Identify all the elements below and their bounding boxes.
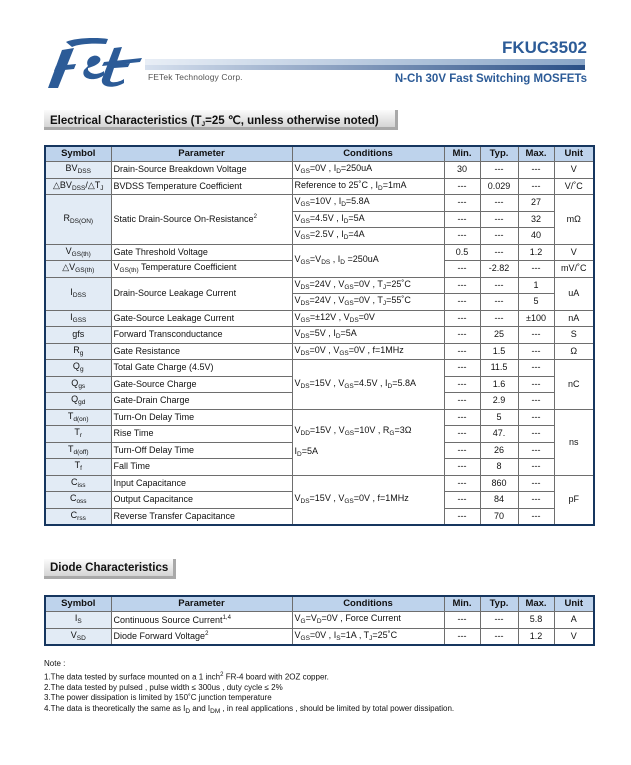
col-header: Unit	[554, 596, 594, 612]
conditions-cell: $V_{DD}=15V$ , $V_{GS}=10V$ , $R_G=3\Omega$ $I_D=5A$	[292, 409, 444, 475]
min-cell: ---	[444, 261, 480, 278]
unit-cell: nC	[554, 360, 594, 410]
conditions-cell: $V_{GS}=0V$ , $I_S=1A$ , $T_J=25˚C$	[292, 628, 444, 645]
max-cell: ---	[518, 162, 554, 179]
typ-cell: 1.5	[480, 343, 518, 360]
min-cell: ---	[444, 475, 480, 492]
typ-cell: 0.029	[480, 178, 518, 195]
min-cell: 0.5	[444, 244, 480, 261]
conditions-cell: $V_{GS}=0V$ , $I_D=250uA$	[292, 162, 444, 179]
symbol-cell: $I_{GSS}$	[45, 310, 111, 327]
min-cell: ---	[444, 426, 480, 443]
symbol-cell: $C_{iss}$	[45, 475, 111, 492]
conditions-cell: $V_{GS}=V_{DS}$ , $I_D =250uA$	[292, 244, 444, 277]
parameter-cell: Drain-Source Leakage Current	[111, 277, 292, 310]
unit-cell: S	[554, 327, 594, 344]
min-cell: ---	[444, 376, 480, 393]
min-cell: ---	[444, 442, 480, 459]
min-cell: ---	[444, 459, 480, 476]
max-cell: ---	[518, 376, 554, 393]
typ-cell: 860	[480, 475, 518, 492]
conditions-cell: $V_{DS}=24V$ , $V_{GS}=0V$ , $T_J=55˚C$	[292, 294, 444, 311]
col-header: Typ.	[480, 596, 518, 612]
max-cell: 40	[518, 228, 554, 245]
min-cell: ---	[444, 178, 480, 195]
table-row	[45, 409, 594, 426]
col-header: Typ.	[480, 146, 518, 162]
max-cell: 1.2	[518, 628, 554, 645]
typ-cell: 2.9	[480, 393, 518, 410]
min-cell: ---	[444, 294, 480, 311]
parameter-cell: Gate-Source Leakage Current	[111, 310, 292, 327]
symbol-cell: $\triangle V_{GS(th)}$	[45, 261, 111, 278]
parameter-cell: Input Capacitance	[111, 475, 292, 492]
col-header: Min.	[444, 146, 480, 162]
min-cell: ---	[444, 508, 480, 525]
table-row	[45, 327, 594, 344]
conditions-cell: $V_{GS}=10V$ , $I_D=5.8A$	[292, 195, 444, 212]
note-item: 4.The data is theoretically the same as $I_D$ and $I_{DM}$ , in real applications , should be limited by total power dissipation.	[44, 704, 455, 716]
max-cell: ±100	[518, 310, 554, 327]
max-cell: ---	[518, 327, 554, 344]
table-row	[45, 178, 594, 195]
typ-cell: ---	[480, 628, 518, 645]
col-header: Unit	[554, 146, 594, 162]
min-cell: ---	[444, 343, 480, 360]
header-bar-dark	[145, 65, 585, 70]
parameter-cell: Drain-Source Breakdown Voltage	[111, 162, 292, 179]
col-header: Conditions	[292, 596, 444, 612]
symbol-cell: $V_{GS(th)}$	[45, 244, 111, 261]
parameter-cell: $V_{GS(th)}$ Temperature Coefficient	[111, 261, 292, 278]
typ-cell: 8	[480, 459, 518, 476]
unit-cell: nA	[554, 310, 594, 327]
parameter-cell: Diode Forward Voltage$^2$	[111, 628, 292, 645]
typ-cell: 26	[480, 442, 518, 459]
symbol-cell: $Q_{gs}$	[45, 376, 111, 393]
typ-cell: ---	[480, 244, 518, 261]
typ-cell: ---	[480, 162, 518, 179]
table-row	[45, 343, 594, 360]
min-cell: ---	[444, 195, 480, 212]
max-cell: 1.2	[518, 244, 554, 261]
max-cell: ---	[518, 508, 554, 525]
unit-cell: Ω	[554, 343, 594, 360]
table-row	[45, 162, 594, 179]
conditions-cell: $V_{GS}=\pm 12V$ , $V_{DS}=0V$	[292, 310, 444, 327]
fetek-logo	[44, 36, 144, 90]
parameter-cell: Continuous Source Current$^{1,4}$	[111, 612, 292, 629]
typ-cell: 84	[480, 492, 518, 509]
table-row	[45, 277, 594, 294]
min-cell: ---	[444, 360, 480, 377]
product-subtitle: N-Ch 30V Fast Switching MOSFETs	[394, 73, 587, 85]
table-header-row	[45, 596, 594, 612]
max-cell: ---	[518, 459, 554, 476]
diode-characteristics-heading: Diode Characteristics	[44, 559, 176, 579]
min-cell: ---	[444, 492, 480, 509]
parameter-cell: Total Gate Charge (4.5V)	[111, 360, 292, 377]
col-header: Conditions	[292, 146, 444, 162]
max-cell: ---	[518, 442, 554, 459]
symbol-cell: $T_{d(on)}$	[45, 409, 111, 426]
typ-cell: 25	[480, 327, 518, 344]
col-header: Symbol	[45, 146, 111, 162]
max-cell: 5.8	[518, 612, 554, 629]
symbol-cell: $I_{DSS}$	[45, 277, 111, 310]
symbol-cell: $Q_g$	[45, 360, 111, 377]
min-cell: ---	[444, 310, 480, 327]
table-header-row	[45, 146, 594, 162]
typ-cell: ---	[480, 277, 518, 294]
table-row	[45, 360, 594, 377]
typ-cell: 70	[480, 508, 518, 525]
notes	[44, 659, 454, 718]
max-cell: ---	[518, 475, 554, 492]
fetek-logo-graphic	[44, 36, 144, 90]
table-row	[45, 310, 594, 327]
symbol-cell: $C_{rss}$	[45, 508, 111, 525]
min-cell: ---	[444, 628, 480, 645]
typ-cell: ---	[480, 612, 518, 629]
parameter-cell: Gate Threshold Voltage	[111, 244, 292, 261]
typ-cell: -2.82	[480, 261, 518, 278]
parameter-cell: Turn-Off Delay Time	[111, 442, 292, 459]
col-header: Symbol	[45, 596, 111, 612]
max-cell: ---	[518, 492, 554, 509]
min-cell: ---	[444, 409, 480, 426]
parameter-cell: Gate-Drain Charge	[111, 393, 292, 410]
max-cell: 5	[518, 294, 554, 311]
unit-cell: V	[554, 628, 594, 645]
typ-cell: ---	[480, 228, 518, 245]
symbol-cell: $T_f$	[45, 459, 111, 476]
table-row	[45, 244, 594, 261]
conditions-cell: $V_G=V_D=0V$ , Force Current	[292, 612, 444, 629]
typ-cell: 11.5	[480, 360, 518, 377]
unit-cell: V	[554, 162, 594, 179]
diode-characteristics-table	[44, 595, 595, 646]
parameter-cell: Reverse Transfer Capacitance	[111, 508, 292, 525]
symbol-cell: $T_r$	[45, 426, 111, 443]
table-row	[45, 612, 594, 629]
parameter-cell: Gate-Source Charge	[111, 376, 292, 393]
unit-cell: uA	[554, 277, 594, 310]
max-cell: ---	[518, 261, 554, 278]
unit-cell: ns	[554, 409, 594, 475]
parameter-cell: Rise Time	[111, 426, 292, 443]
unit-cell: A	[554, 612, 594, 629]
max-cell: ---	[518, 409, 554, 426]
col-header: Max.	[518, 146, 554, 162]
parameter-cell: Output Capacitance	[111, 492, 292, 509]
min-cell: ---	[444, 393, 480, 410]
min-cell: ---	[444, 327, 480, 344]
table-row	[45, 628, 594, 645]
parameter-cell: Gate Resistance	[111, 343, 292, 360]
unit-cell: mΩ	[554, 195, 594, 245]
electrical-characteristics-heading: Electrical Characteristics ($T_J=25$ ℃, unless otherwise noted)	[44, 110, 398, 130]
company-name: FETek Technology Corp.	[148, 72, 243, 82]
symbol-cell: $R_{DS(ON)}$	[45, 195, 111, 245]
note-item: 1.The data tested by surface mounted on a 1 inch$^2$ FR-4 board with 2OZ copper.	[44, 671, 329, 682]
symbol-cell: $V_{SD}$	[45, 628, 111, 645]
col-header: Min.	[444, 596, 480, 612]
symbol-cell: $Q_{gd}$	[45, 393, 111, 410]
symbol-cell: $C_{oss}$	[45, 492, 111, 509]
parameter-cell: BVDSS Temperature Coefficient	[111, 178, 292, 195]
conditions-cell: $V_{GS}=4.5V$ , $I_D=5A$	[292, 211, 444, 228]
col-header: Max.	[518, 596, 554, 612]
max-cell: ---	[518, 426, 554, 443]
min-cell: ---	[444, 277, 480, 294]
electrical-characteristics-table	[44, 145, 595, 526]
symbol-cell: $I_S$	[45, 612, 111, 629]
unit-cell: pF	[554, 475, 594, 525]
table-row	[45, 195, 594, 212]
typ-cell: ---	[480, 294, 518, 311]
max-cell: ---	[518, 393, 554, 410]
symbol-cell: $BV_{DSS}$	[45, 162, 111, 179]
max-cell: 1	[518, 277, 554, 294]
min-cell: ---	[444, 211, 480, 228]
parameter-cell: Turn-On Delay Time	[111, 409, 292, 426]
conditions-cell: $V_{DS}=15V$ , $V_{GS}=4.5V$ , $I_D=5.8A$	[292, 360, 444, 410]
symbol-cell: $\triangle BV_{DSS}/\triangle T_J$	[45, 178, 111, 195]
note-item: 2.The data tested by pulsed , pulse width ≤ 300us , duty cycle ≤ 2%	[44, 682, 283, 692]
conditions-cell: $V_{GS}=2.5V$ , $I_D=4A$	[292, 228, 444, 245]
parameter-cell: Fall Time	[111, 459, 292, 476]
min-cell: 30	[444, 162, 480, 179]
col-header: Parameter	[111, 146, 292, 162]
typ-cell: ---	[480, 211, 518, 228]
typ-cell: 47.	[480, 426, 518, 443]
parameter-cell: Static Drain-Source On-Resistance$^2$	[111, 195, 292, 245]
part-number: FKUC3502	[501, 38, 587, 57]
note-item: 3.The power dissipation is limited by 150˚C junction temperature	[44, 693, 272, 703]
max-cell: 27	[518, 195, 554, 212]
max-cell: ---	[518, 360, 554, 377]
unit-cell: V	[554, 244, 594, 261]
table-row	[45, 475, 594, 492]
unit-cell: mV/˚C	[554, 261, 594, 278]
typ-cell: ---	[480, 310, 518, 327]
parameter-cell: Forward Transconductance	[111, 327, 292, 344]
unit-cell: V/˚C	[554, 178, 594, 195]
conditions-cell: $V_{DS}=0V$ , $V_{GS}=0V$ , f=1MHz	[292, 343, 444, 360]
min-cell: ---	[444, 228, 480, 245]
conditions-cell: $V_{DS}=24V$ , $V_{GS}=0V$ , $T_J=25˚C$	[292, 277, 444, 294]
max-cell: ---	[518, 343, 554, 360]
max-cell: 32	[518, 211, 554, 228]
col-header: Parameter	[111, 596, 292, 612]
max-cell: ---	[518, 178, 554, 195]
conditions-cell: Reference to 25˚C , $I_D=1mA$	[292, 178, 444, 195]
typ-cell: ---	[480, 195, 518, 212]
symbol-cell: $T_{d(off)}$	[45, 442, 111, 459]
min-cell: ---	[444, 612, 480, 629]
notes-title: Note :	[44, 659, 66, 668]
typ-cell: 1.6	[480, 376, 518, 393]
symbol-cell: $R_g$	[45, 343, 111, 360]
typ-cell: 5	[480, 409, 518, 426]
conditions-cell: $V_{DS}=5V$ , $I_D=5A$	[292, 327, 444, 344]
conditions-cell: $V_{DS}=15V$ , $V_{GS}=0V$ , f=1MHz	[292, 475, 444, 525]
symbol-cell: gfs	[45, 327, 111, 344]
